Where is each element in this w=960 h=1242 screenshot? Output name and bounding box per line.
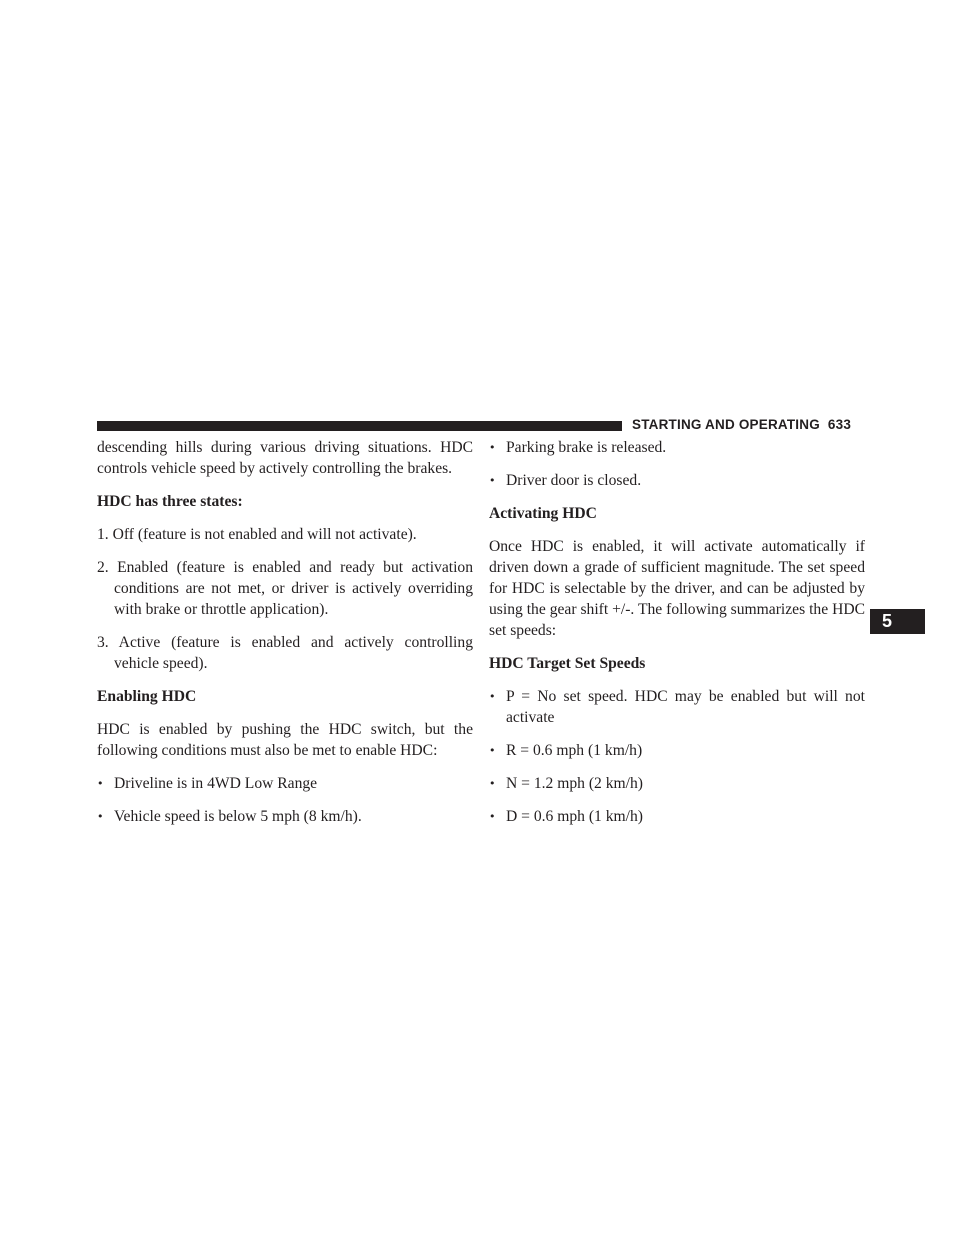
speed-text: R = 0.6 mph (1 km/h): [506, 742, 643, 759]
bullet-icon: •: [489, 810, 496, 823]
bullet-icon: •: [97, 810, 104, 823]
condition-text: Vehicle speed is below 5 mph (8 km/h).: [114, 808, 362, 825]
left-column: [97, 437, 473, 839]
state-item-enabled: 2. Enabled (feature is enabled and ready but activation conditions are not met, or driver is actively overriding with brake or throttle application).: [97, 559, 473, 618]
condition-item: [97, 806, 473, 827]
speeds-heading: HDC Target Set Speeds: [489, 655, 646, 672]
bullet-icon: •: [97, 777, 104, 790]
speed-item-drive: [489, 806, 865, 827]
chapter-tab: 5: [870, 609, 925, 634]
enabling-heading: Enabling HDC: [97, 688, 197, 705]
speed-text: P = No set speed. HDC may be enabled but will not activate: [506, 688, 865, 726]
speed-text: D = 0.6 mph (1 km/h): [506, 808, 644, 825]
activating-paragraph: Once HDC is enabled, it will activate automatically if driven down a grade of sufficient magnitude. The set speed for HDC is selectable by the driver, and can be adjusted by using the gear shift +/-. The following summarizes the HDC set speeds:: [489, 538, 865, 639]
running-header: [632, 417, 851, 432]
speed-item-neutral: [489, 773, 865, 794]
page-number: 633: [827, 417, 852, 432]
condition-text: Parking brake is released.: [506, 439, 667, 456]
condition-item: [489, 437, 865, 458]
right-column: [489, 437, 865, 839]
header-rule: [97, 421, 622, 431]
intro-paragraph: descending hills during various driving situations. HDC controls vehicle speed by actively controlling the brakes.: [97, 439, 473, 477]
condition-item: [489, 470, 865, 491]
states-heading: HDC has three states:: [97, 493, 243, 510]
state-item-off: 1. Off (feature is not enabled and will not activate).: [97, 526, 417, 543]
speed-item-reverse: [489, 740, 865, 761]
state-item-active: 3. Active (feature is enabled and actively controlling vehicle speed).: [97, 634, 473, 672]
bullet-icon: •: [489, 744, 496, 757]
speed-text: N = 1.2 mph (2 km/h): [506, 775, 644, 792]
enabling-paragraph: HDC is enabled by pushing the HDC switch, but the following conditions must also be met to enable HDC:: [97, 721, 473, 759]
bullet-icon: •: [489, 474, 496, 487]
section-title: STARTING AND OPERATING: [632, 417, 820, 432]
condition-text: Driveline is in 4WD Low Range: [114, 775, 318, 792]
bullet-icon: •: [489, 690, 496, 703]
speed-item-park: [489, 686, 865, 728]
condition-text: Driver door is closed.: [506, 472, 642, 489]
bullet-icon: •: [489, 777, 496, 790]
activating-heading: Activating HDC: [489, 505, 597, 522]
condition-item: [97, 773, 473, 794]
bullet-icon: •: [489, 441, 496, 454]
